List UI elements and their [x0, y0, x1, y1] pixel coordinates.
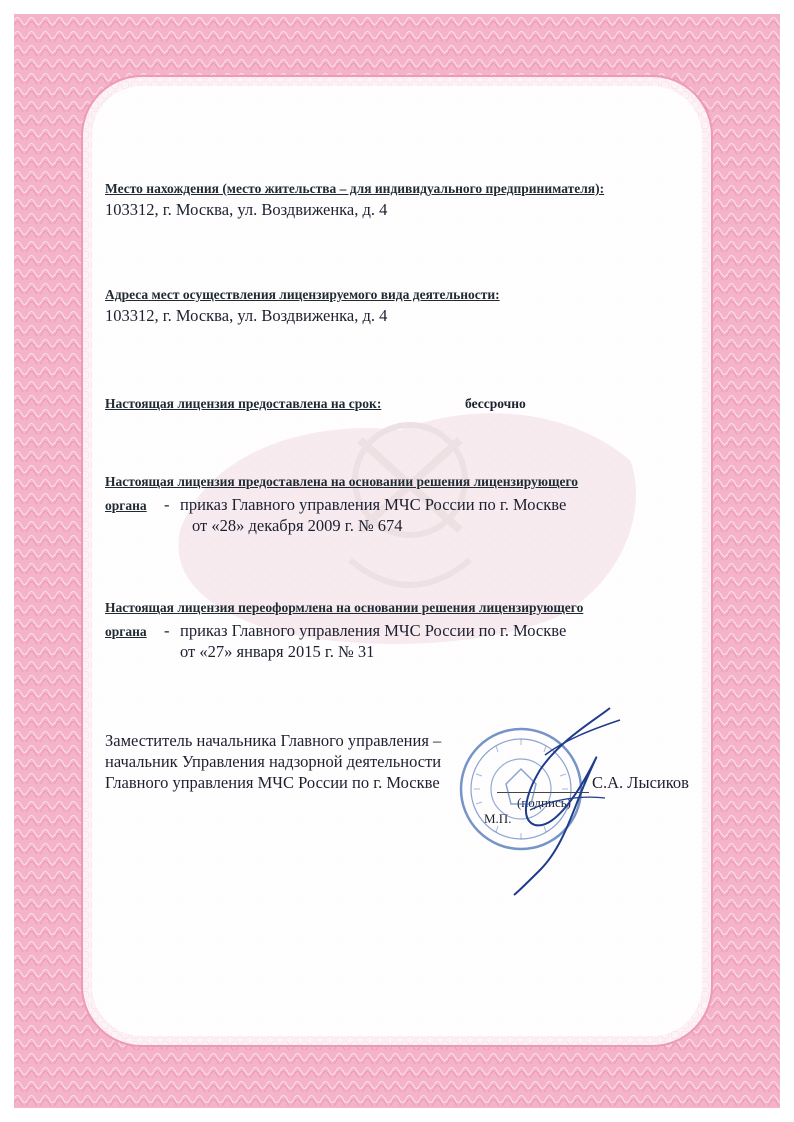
- reissued-organ-label: органа: [105, 624, 147, 639]
- signatory-name: С.А. Лысиков: [592, 773, 689, 792]
- granted-organ-label: органа: [105, 498, 147, 513]
- reissued-label: Настоящая лицензия переоформлена на основании решения лицензирующего: [105, 600, 584, 615]
- granted-date: от «28» декабря 2009 г. № 674: [192, 516, 403, 535]
- granted-order: приказ Главного управления МЧС России по г. Москве: [180, 495, 567, 514]
- signatory-title-line1: Заместитель начальника Главного управления –: [105, 731, 442, 750]
- granted-label: Настоящая лицензия предоставлена на основании решения лицензирующего: [105, 474, 579, 489]
- signatory-title-line3: Главного управления МЧС России по г. Москве: [105, 773, 440, 792]
- granted-dash: -: [164, 495, 170, 514]
- term-value: бессрочно: [465, 396, 526, 411]
- location-label: Место нахождения (место жительства – для индивидуального предпринимателя):: [105, 181, 605, 196]
- signatory-title-line2: начальник Управления надзорной деятельности: [105, 752, 442, 771]
- stamp-caption: М.П.: [484, 811, 512, 826]
- reissued-date: от «27» января 2015 г. № 31: [180, 642, 375, 661]
- signature-icon: [500, 700, 640, 900]
- activity-address-value: 103312, г. Москва, ул. Воздвиженка, д. 4: [105, 306, 388, 325]
- reissued-order: приказ Главного управления МЧС России по г. Москве: [180, 621, 567, 640]
- activity-address-label: Адреса мест осуществления лицензируемого вида деятельности:: [105, 287, 500, 302]
- term-label: Настоящая лицензия предоставлена на срок:: [105, 396, 382, 411]
- location-value: 103312, г. Москва, ул. Воздвиженка, д. 4: [105, 200, 388, 219]
- reissued-dash: -: [164, 621, 170, 640]
- signature-caption: (подпись): [517, 795, 571, 810]
